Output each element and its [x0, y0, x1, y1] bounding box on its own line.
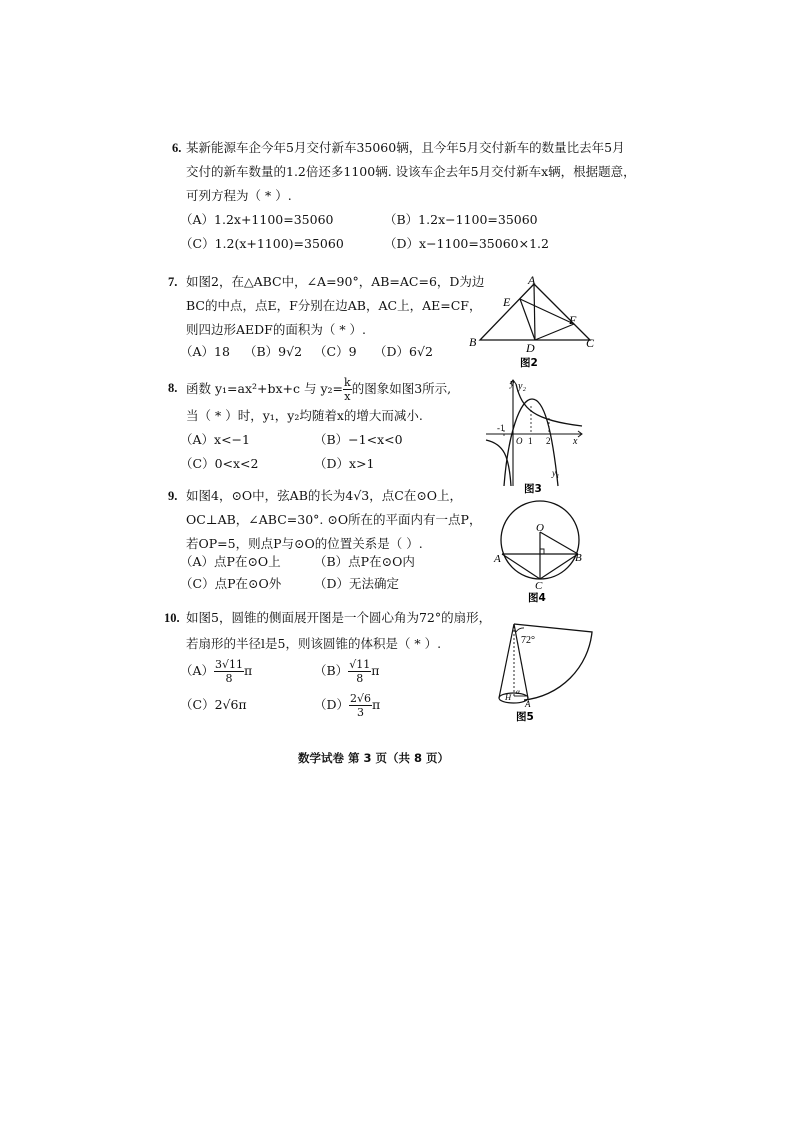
- question-6-option-a: （A）1.2x+1100=35060: [180, 212, 334, 227]
- question-10-option-b: [314, 656, 379, 686]
- question-9-option-c: （C）点P在⊙O外: [180, 576, 282, 591]
- figure-3-label-1: 1: [528, 436, 533, 446]
- question-8-option-d: （D）x>1: [314, 456, 375, 471]
- figure-4-caption: 图4: [528, 592, 546, 604]
- figure-5-cone: [490, 614, 596, 724]
- question-7-number: 7.: [168, 275, 178, 289]
- question-10-option-d-pi: π: [372, 697, 381, 712]
- question-9-option-b: （B）点P在⊙O内: [314, 554, 415, 569]
- question-10-option-b-fraction: [348, 658, 371, 685]
- question-7-option-c: （C）9: [314, 344, 357, 359]
- figure-2-label-b: B: [469, 335, 477, 349]
- question-10-option-a-label: （A）: [180, 663, 215, 678]
- question-6-option-d: （D）x−1100=35060×1.2: [384, 236, 549, 251]
- question-7-line-2: BC的中点，点E，F分别在边AB，AC上，AE=CF，: [186, 298, 482, 313]
- question-10-option-b-pi: π: [371, 663, 380, 678]
- question-8-option-b: （B）−1<x<0: [314, 432, 403, 447]
- page-footer: 数学试卷 第 3 页（共 8 页）: [298, 751, 450, 765]
- question-10-option-b-denominator: 8: [356, 672, 364, 685]
- figure-3-graphs: [482, 374, 588, 496]
- question-10-line-2: 若扇形的半径l是5，则该圆锥的体积是（ * ）.: [186, 636, 442, 651]
- question-8-line-2: 当（ * ）时，y₁，y₂均随着x的增大而减小.: [186, 408, 423, 423]
- question-6-number: 6.: [172, 141, 182, 155]
- question-10-option-a-numerator: 3√11: [215, 658, 244, 671]
- question-8-number: 8.: [168, 381, 178, 395]
- question-10-number: 10.: [164, 611, 180, 625]
- figure-2-label-e: E: [503, 295, 511, 309]
- figure-4-label-c: C: [535, 580, 543, 592]
- figure-4-label-o: O: [536, 522, 544, 534]
- figure-4-label-b: B: [575, 552, 582, 564]
- figure-3-label-x: x: [573, 436, 578, 447]
- question-8-option-a: （A）x<−1: [180, 432, 250, 447]
- question-10-option-b-label: （B）: [314, 663, 349, 678]
- question-6-line-1: 某新能源车企今年5月交付新车35060辆，且今年5月交付新车的数量比去年5月: [186, 140, 625, 155]
- figure-3-label-origin: O: [516, 436, 523, 446]
- figure-5-caption: 图5: [516, 711, 534, 723]
- question-10-option-d-denominator: 3: [357, 706, 365, 719]
- question-10-option-d-numerator: 2√6: [350, 692, 372, 705]
- question-10-option-a-fraction: [214, 658, 244, 685]
- question-10-option-d-label: （D）: [314, 697, 350, 712]
- question-9-line-1: 如图4，⊙O中，弦AB的长为4√3，点C在⊙O上，: [186, 488, 463, 503]
- question-8-fraction-numerator: k: [344, 376, 351, 389]
- question-7-line-3: 则四边形AEDF的面积为（ * ）.: [186, 322, 367, 337]
- question-7-option-b: （B）9√2: [244, 344, 303, 359]
- question-8-option-c: （C）0<x<2: [180, 456, 259, 471]
- figure-5-label-alpha: α: [516, 687, 520, 696]
- figure-5-angle-label: 72°: [521, 635, 535, 646]
- question-8-line-1-start: 函数 y₁=ax²+bx+c 与 y₂=: [186, 381, 344, 396]
- question-10-option-a-denominator: 8: [225, 672, 233, 685]
- figure-4-circle: [492, 494, 588, 606]
- figure-2-caption: 图2: [520, 357, 538, 369]
- figure-2-label-f: F: [569, 313, 577, 327]
- figure-2-label-c: C: [586, 336, 595, 350]
- figure-4-label-a: A: [494, 553, 501, 565]
- question-6-option-b: （B）1.2x−1100=35060: [384, 212, 538, 227]
- question-6-line-2: 交付的新车数量的1.2倍还多1100辆. 设该车企去年5月交付新车x辆，根据题意，: [186, 164, 636, 179]
- question-10-option-a-pi: π: [244, 663, 253, 678]
- question-7-line-1: 如图2，在△ABC中，∠A=90°，AB=AC=6，D为边: [186, 274, 485, 289]
- figure-5-label-a: A: [525, 699, 531, 709]
- figure-5-label-h: H: [505, 692, 512, 702]
- figure-3-caption: 图3: [524, 483, 542, 495]
- question-9-option-d: （D）无法确定: [314, 576, 400, 591]
- figure-2-triangle: [466, 272, 600, 372]
- figure-3-label-y: y: [510, 378, 515, 389]
- figure-3-label-y1: y₁: [552, 468, 560, 478]
- question-6-option-c: （C）1.2(x+1100)=35060: [180, 236, 344, 251]
- question-8-line-1-end: 的图象如图3所示,: [351, 381, 452, 396]
- question-9-line-3: 若OP=5，则点P与⊙O的位置关系是（ ）.: [186, 536, 423, 551]
- question-9-line-2: OC⊥AB，∠ABC=30°. ⊙O所在的平面内有一点P，: [186, 512, 482, 527]
- question-10-line-1: 如图5，圆锥的侧面展开图是一个圆心角为72°的扇形，: [186, 610, 492, 625]
- question-8-fraction: [343, 376, 352, 403]
- figure-3-label-2: 2: [546, 436, 551, 446]
- question-8-line-1: [186, 376, 451, 403]
- figure-2-label-a: A: [528, 273, 536, 287]
- figure-3-label-neg1: -1: [497, 423, 505, 433]
- question-9-number: 9.: [168, 489, 178, 503]
- figure-3-label-y2: y₂: [518, 381, 526, 392]
- question-10-option-c: （C）2√6π: [180, 697, 247, 712]
- question-7-option-d: （D）6√2: [374, 344, 433, 359]
- question-10-option-b-numerator: √11: [349, 658, 371, 671]
- question-6-line-3: 可列方程为（ * ）.: [186, 188, 292, 203]
- figure-2-label-d: D: [526, 341, 535, 355]
- question-7-option-a: （A）18: [180, 344, 230, 359]
- question-10-option-d-fraction: [349, 692, 372, 719]
- question-10-option-d: [314, 690, 380, 720]
- question-8-fraction-denominator: x: [344, 390, 351, 403]
- question-9-option-a: （A）点P在⊙O上: [180, 554, 281, 569]
- question-10-option-a: [180, 656, 252, 686]
